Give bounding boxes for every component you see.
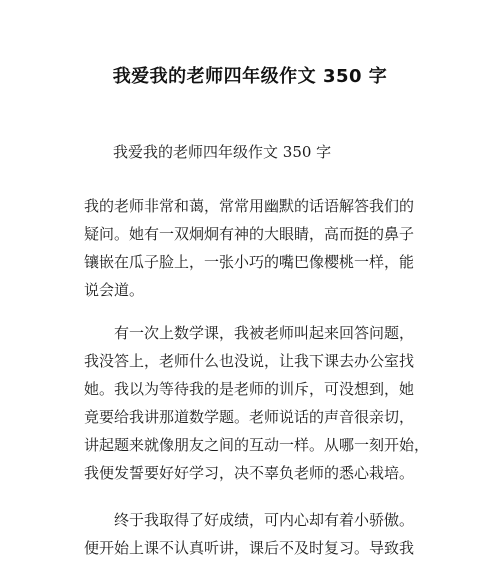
paragraph-3 [84, 506, 414, 562]
paragraph-line: 终于我取得了好成绩，可内心却有着小骄傲。 [84, 511, 415, 529]
paragraph-line: 便开始上课不认真听讲，课后不及时复习。导致我 [84, 539, 415, 557]
paragraph-line: 竟要给我讲那道数学题。老师说话的声音很亲切， [84, 408, 415, 426]
document-title: 我爱我的老师四年级作文 350 字 [112, 66, 388, 87]
paragraph-line: 疑问。她有一双炯炯有神的大眼睛，高而挺的鼻子 [84, 225, 415, 243]
paragraph-line: 我没答上，老师什么也没说，让我下课去办公室找 [84, 352, 415, 370]
paragraph-line: 说会道。 [84, 281, 145, 299]
paragraph-line: 我便发誓要好好学习，决不辜负老师的悉心栽培。 [84, 464, 415, 482]
paragraph-line: 讲起题来就像朋友之间的互动一样。从哪一刻开始， [84, 436, 430, 454]
paragraph-1 [84, 192, 414, 304]
paragraph-line: 镶嵌在瓜子脸上，一张小巧的嘴巴像樱桃一样，能 [84, 253, 415, 271]
document-subtitle: 我爱我的老师四年级作文 350 字 [113, 143, 332, 161]
paragraph-line: 有一次上数学课，我被老师叫起来回答问题， [84, 324, 415, 342]
paragraph-line: 我的老师非常和蔼，常常用幽默的话语解答我们的 [84, 197, 415, 215]
paragraph-line: 她。我以为等待我的是老师的训斥，可没想到，她 [84, 380, 415, 398]
paragraph-2 [84, 319, 429, 487]
